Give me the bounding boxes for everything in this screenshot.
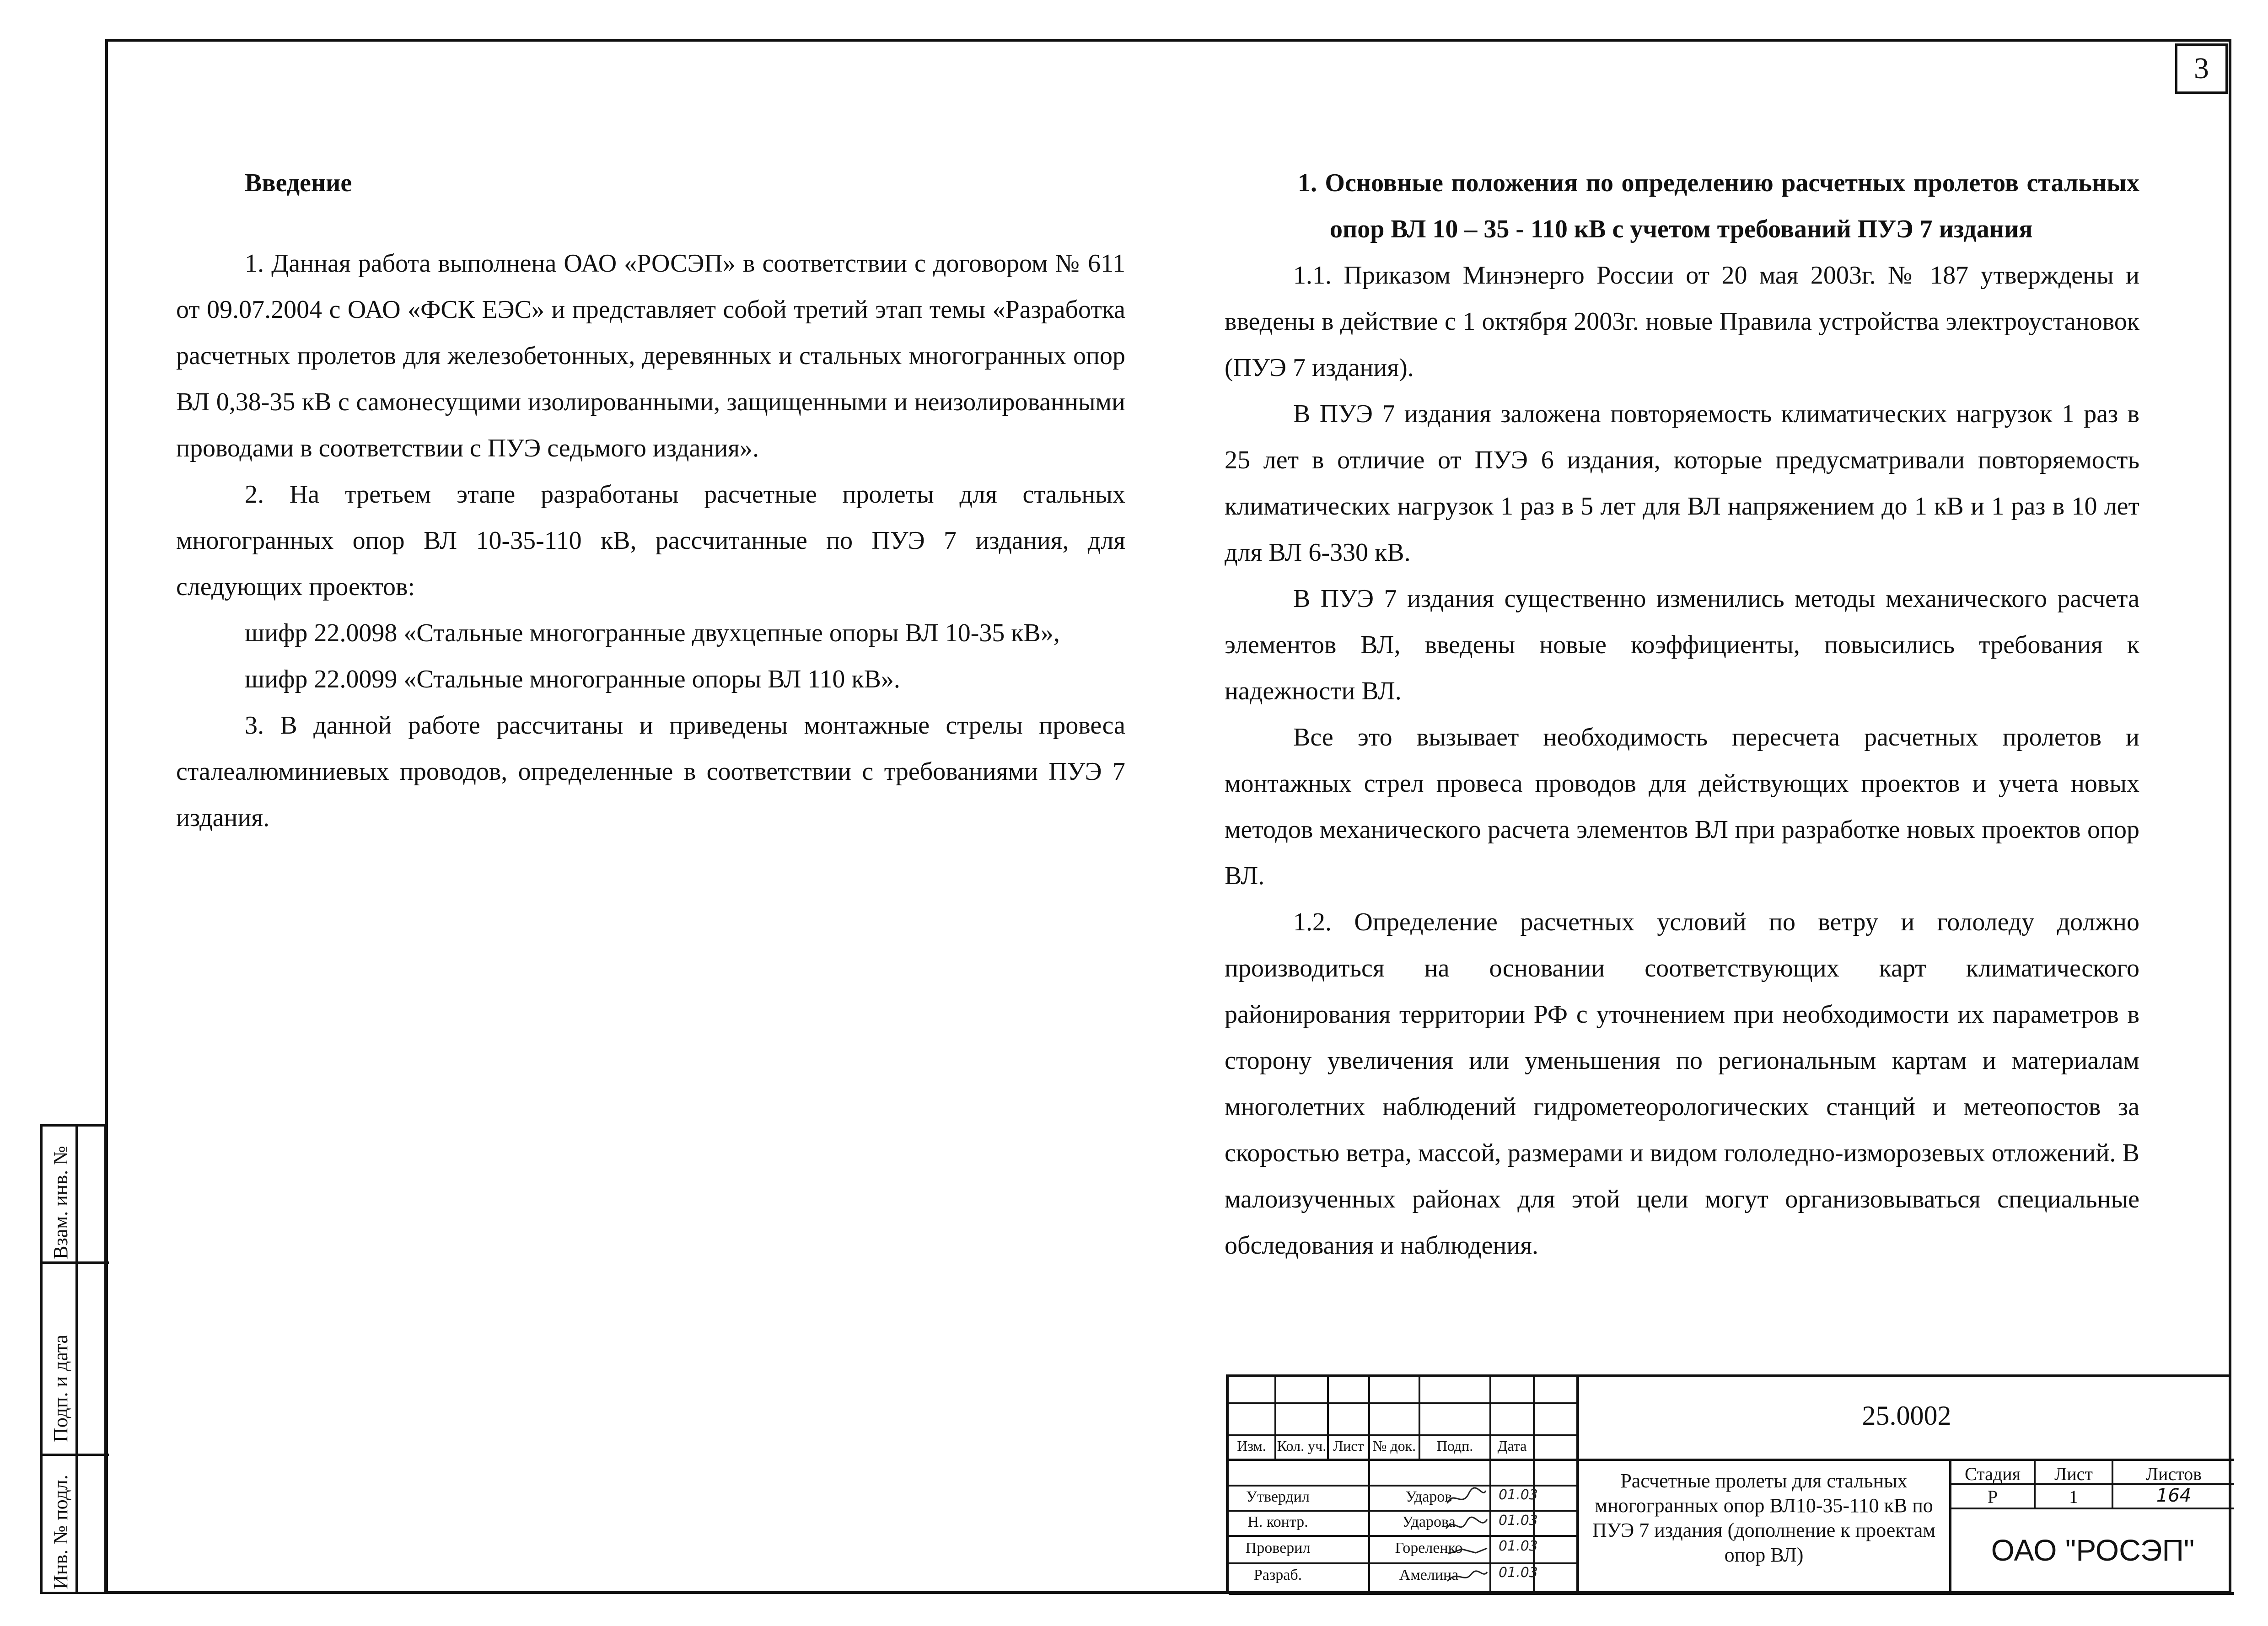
- doc-title: Расчетные пролеты для стальных многогранных опор ВЛ10-35-110 кВ по ПУЭ 7 издания (дополнение к проектам опор ВЛ): [1592, 1470, 1936, 1566]
- sheet-label: Лист: [2054, 1464, 2093, 1484]
- section-1-paragraph-4: Все это вызывает необходимость пересчета расчетных пролетов и монтажных стрел провеса проводов для действующих проектов и учета новых методов механического расчета элементов ВЛ при разработке новых проектов опор ВЛ.: [1225, 723, 2139, 890]
- tb-name-checked: Гореленко: [1395, 1540, 1463, 1556]
- tb-grid-line: [1533, 1377, 1535, 1594]
- tb-grid-line: [1949, 1508, 2234, 1509]
- organization: ОАО "РОСЭП": [1991, 1533, 2195, 1567]
- tb-grid-line: [1576, 1459, 2234, 1461]
- sheet-number-box: [2175, 43, 2228, 94]
- side-stamp-vzam: Взам. инв. №: [49, 1146, 72, 1259]
- tb-header-doc: № док.: [1372, 1438, 1416, 1454]
- side-stamp-cell-inv: [43, 1456, 109, 1594]
- tb-grid-line: [1229, 1459, 1576, 1461]
- signature-scribbles: [1444, 1485, 1489, 1590]
- section-1-paragraph-3: В ПУЭ 7 издания существенно изменились методы механического расчета элементов ВЛ, введены новые коэффициенты, повысились требования к надежности ВЛ.: [1225, 585, 2139, 705]
- tb-header-kol: Кол. уч.: [1277, 1438, 1327, 1454]
- tb-grid-line: [1229, 1592, 2234, 1595]
- side-stamp-cell-vzam: [43, 1127, 109, 1264]
- section-1-paragraph-2: В ПУЭ 7 издания заложена повторяемость климатических нагрузок 1 раз в 25 лет в отличие от ПУЭ 6 издания, которые предусматривали повторяемость климатических нагрузок 1 раз в 5 лет для ВЛ напряжением до 1 кВ и 1 раз в 10 лет для ВЛ 6-330 кВ.: [1225, 400, 2139, 567]
- sheets-value: 164: [2156, 1485, 2192, 1506]
- stage-value: Р: [1987, 1486, 1998, 1507]
- side-stamp-cell-podp: [43, 1264, 109, 1456]
- tb-grid-line: [1229, 1562, 1576, 1564]
- project-code-2: шифр 22.0099 «Стальные многогранные опоры ВЛ 110 кВ».: [245, 665, 900, 693]
- tb-role-developed: Разраб.: [1253, 1567, 1302, 1583]
- tb-date-developed: 01.03: [1499, 1565, 1538, 1581]
- tb-header-izm: Изм.: [1237, 1438, 1266, 1454]
- tb-name-developed: Амелина: [1399, 1567, 1459, 1583]
- side-stamp: [40, 1124, 107, 1594]
- tb-grid-line: [1229, 1485, 1576, 1486]
- tb-header-list: Лист: [1333, 1438, 1364, 1454]
- tb-role-norm: Н. контр.: [1247, 1513, 1308, 1530]
- right-column: [1225, 160, 2139, 1269]
- title-block: [1226, 1374, 2231, 1594]
- tb-grid-line: [1489, 1377, 1491, 1594]
- side-stamp-podp: Подп. и дата: [49, 1334, 72, 1442]
- sheets-label: Листов: [2145, 1464, 2202, 1484]
- tb-grid-line: [1229, 1510, 1576, 1512]
- stage-label: Стадия: [1964, 1464, 2021, 1484]
- doc-code: 25.0002: [1862, 1401, 1951, 1431]
- tb-header-date: Дата: [1497, 1438, 1527, 1454]
- tb-role-approved: Утвердил: [1246, 1488, 1310, 1505]
- project-code-1: шифр 22.0098 «Стальные многогранные двухцепные опоры ВЛ 10-35 кВ»,: [245, 619, 1060, 647]
- tb-grid-line: [1229, 1535, 1576, 1537]
- tb-grid-line: [1229, 1434, 1576, 1436]
- intro-heading: Введение: [245, 169, 352, 197]
- tb-role-checked: Проверил: [1245, 1540, 1311, 1556]
- section-1-heading: 1. Основные положения по определению расчетных пролетов стальных опор ВЛ 10 – 35 - 110 кВ с учетом требований ПУЭ 7 издания: [1298, 169, 2139, 243]
- section-1-paragraph-5: 1.2. Определение расчетных условий по ветру и гололеду должно производиться на основании соответствующих карт климатического районирования территории РФ с уточнением при необходимости их параметров в сторону увеличения или уменьшения по региональным картам и материалам многолетних наблюдений гидрометеорологических станций и метеопостов за скоростью ветра, массой, размерами и видом гололедно-изморозевых отложений. В малоизученных районах для этой цели могут организовываться специальные обследования и наблюдения.: [1225, 908, 2139, 1260]
- left-column: [176, 160, 1125, 841]
- tb-grid-line: [1229, 1402, 1576, 1404]
- sheet-value: 1: [2069, 1486, 2078, 1507]
- tb-name-approved: Ударов: [1405, 1488, 1452, 1505]
- intro-paragraph-2: 2. На третьем этапе разработаны расчетные пролеты для стальных многогранных опор ВЛ 10-35-110 кВ, рассчитанные по ПУЭ 7 издания, для следующих проектов:: [176, 480, 1125, 601]
- tb-date-approved: 01.03: [1499, 1487, 1538, 1503]
- sheet-number: 3: [2194, 52, 2209, 85]
- intro-paragraph-1: 1. Данная работа выполнена ОАО «РОСЭП» в соответствии с договором № 611 от 09.07.2004 с ОАО «ФСК ЕЭС» и представляет собой третий этап темы «Разработка расчетных пролетов для железобетонных, деревянных и стальных многогранных опор ВЛ 0,38-35 кВ с самонесущими изолированными, защищенными и неизолированными проводами в соответствии с ПУЭ седьмого издания».: [176, 249, 1125, 462]
- tb-name-norm: Ударова: [1402, 1513, 1456, 1530]
- intro-paragraph-3: 3. В данной работе рассчитаны и приведены монтажные стрелы провеса сталеалюминиевых проводов, определенные в соответствии с требованиями ПУЭ 7 издания.: [176, 711, 1125, 832]
- tb-header-podp: Подп.: [1436, 1438, 1473, 1454]
- tb-date-checked: 01.03: [1499, 1538, 1538, 1554]
- section-1-paragraph-1: 1.1. Приказом Минэнерго России от 20 мая 2003г. № 187 утверждены и введены в действие с 1 октября 2003г. новые Правила устройства электроустановок (ПУЭ 7 издания).: [1225, 261, 2139, 382]
- tb-date-norm: 01.03: [1499, 1513, 1538, 1529]
- tb-grid-line: [1368, 1377, 1370, 1594]
- side-stamp-inv: Инв. № подл.: [49, 1475, 72, 1589]
